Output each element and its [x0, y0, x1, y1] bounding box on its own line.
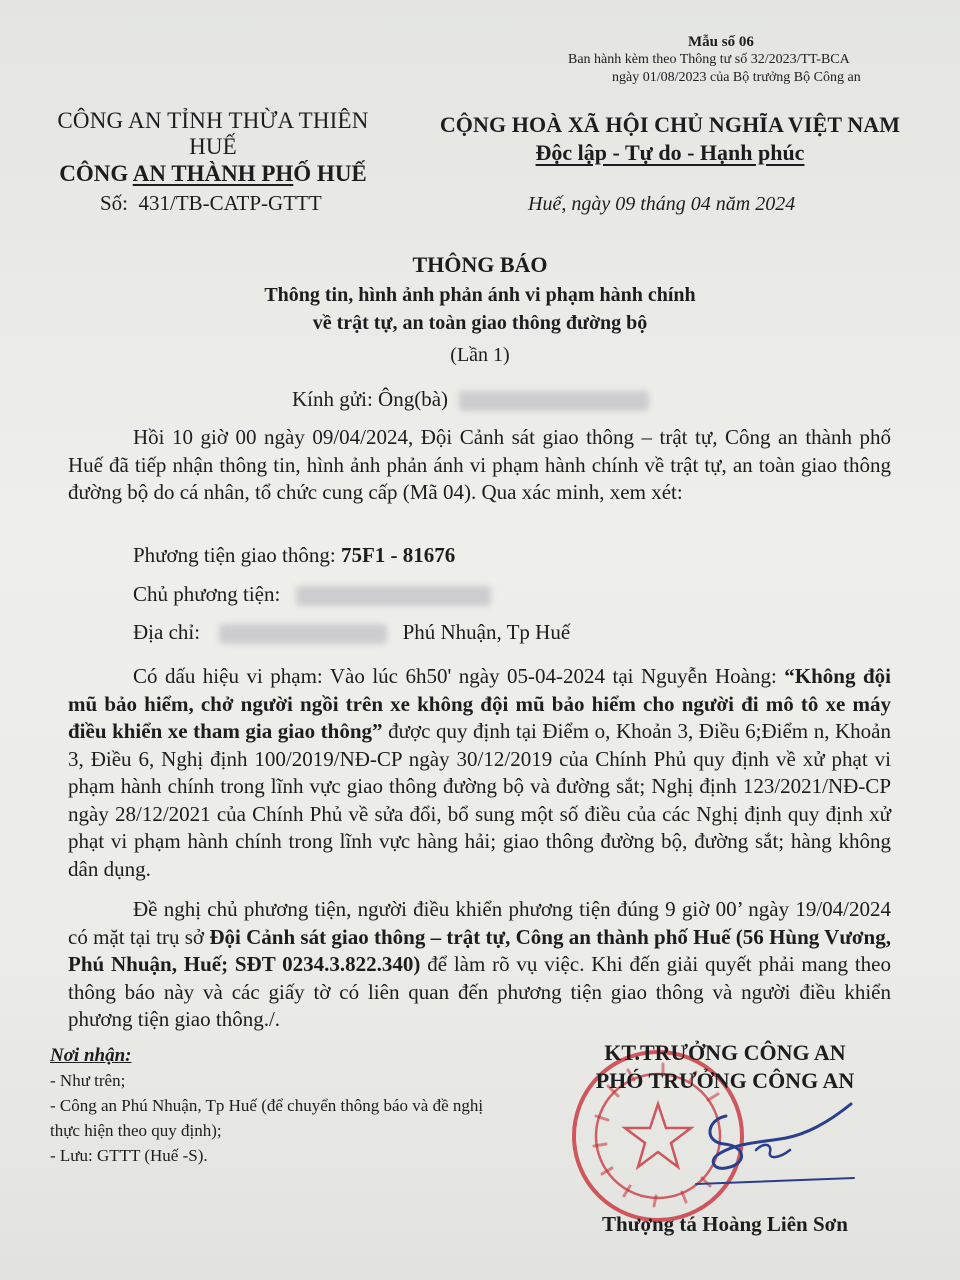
request-location: Đội Cảnh sát giao thông – trật tự, Công an thành phố Huế (56 Hùng Vương, Phú Nhuận, Huế; SĐT 0234.3.822.340) — [68, 924, 891, 976]
document-title: THÔNG BÁO — [412, 252, 548, 277]
request-intro: Đề nghị chủ phương tiện, người điều khiển phương tiện đúng 9 giờ 00’ ngày 19/04/2024 có mặt tại trụ sở — [68, 897, 891, 949]
vehicle-label: Phương tiện giao thông: — [133, 543, 341, 567]
request-instructions: để làm rõ vụ việc. Khi đến giải quyết phải mang theo thông báo này và các giấy tờ có liên quan đến phương tiện giao thông và người điều khiển phương tiện giao thông./. — [68, 952, 892, 1031]
issuing-unit-part1: CÔNG — [59, 161, 133, 186]
attempt-number: (Lần 1) — [450, 344, 510, 366]
issuing-unit — [32, 161, 394, 187]
owner-label: Chủ phương tiện: — [133, 582, 281, 606]
national-motto-text: Độc lập - Tự do - Hạnh phúc — [535, 140, 805, 165]
document-number — [100, 191, 322, 216]
signature-block — [560, 1040, 890, 1094]
address-visible: Phú Nhuận, Tp Huế — [402, 620, 571, 644]
recipient-line — [292, 387, 649, 412]
paragraph-violation — [68, 663, 891, 883]
violation-description: “Không đội mũ bảo hiểm, chở người ngồi trên xe không đội mũ bảo hiểm cho người đi mô tô xe máy điều khiển xe tham gia giao thông” — [68, 664, 891, 743]
national-motto — [430, 140, 910, 166]
recipients-block — [50, 1043, 510, 1168]
recipients-title: Nơi nhận: — [50, 1045, 132, 1066]
address-row — [133, 620, 570, 645]
violation-intro: Có dấu hiệu vi phạm: Vào lúc 6h50' ngày 05-04-2024 tại Nguyễn Hoàng: — [133, 664, 785, 688]
title-block — [0, 252, 960, 367]
document-number-value: 431/TB-CATP-GTTT — [138, 191, 322, 215]
paragraph-request — [68, 896, 891, 1034]
national-header — [430, 112, 910, 166]
recipient-label: Kính gửi: Ông(bà) — [292, 387, 449, 411]
nation-name: CỘNG HOÀ XÃ HỘI CHỦ NGHĨA VIỆT NAM — [439, 112, 901, 137]
redacted-recipient-name — [459, 391, 649, 411]
signer-name: Thượng tá Hoàng Liên Sơn — [602, 1212, 848, 1236]
signature-title-2: PHÓ TRƯỞNG CÔNG AN — [595, 1068, 855, 1093]
handwritten-signature-icon — [686, 1098, 856, 1188]
recipient-item: - Như trên; — [50, 1071, 126, 1090]
redacted-owner-name — [296, 586, 491, 606]
place-and-date: Huế, ngày 09 tháng 04 năm 2024 — [528, 193, 796, 215]
signature-title-1: KT.TRƯỞNG CÔNG AN — [604, 1040, 846, 1065]
paragraph-intro: Hồi 10 giờ 00 ngày 09/04/2024, Đội Cảnh sát giao thông – trật tự, Công an thành phố Huế đã tiếp nhận thông tin, hình ảnh phản ánh vi phạm hành chính về trật tự, an toàn giao thông đường bộ do cá nhân, tổ chức cung cấp (Mã 04). Qua xác minh, xem xét: — [68, 425, 891, 504]
agency-header — [32, 108, 394, 187]
redacted-address — [219, 624, 387, 644]
address-label: Địa chỉ: — [133, 620, 201, 644]
document-subtitle-2: về trật tự, an toàn giao thông đường bộ — [312, 312, 648, 334]
issued-by-line2: ngày 01/08/2023 của Bộ trưởng Bộ Công an — [612, 70, 861, 85]
document-number-label: Số: — [100, 191, 129, 215]
owner-row — [133, 582, 491, 607]
parent-agency: CÔNG AN TỈNH THỪA THIÊN HUẾ — [57, 108, 369, 159]
recipient-item: - Công an Phú Nhuận, Tp Huế (để chuyển thông báo và đề nghị thực hiện theo quy định); — [50, 1096, 484, 1140]
document-subtitle-1: Thông tin, hình ảnh phản ánh vi phạm hành chính — [264, 284, 696, 306]
violation-legal-basis: được quy định tại Điểm o, Khoản 3, Điều 6;Điểm n, Khoản 3, Điều 6, Nghị định 100/2019/NĐ-CP ngày 30/12/2019 của Chính Phủ quy định về xử phạt vi phạm hành chính trong lĩnh vực giao thông đường bộ và đường sắt; Nghị định 123/2021/NĐ-CP ngày 28/12/2021 của Chính Phủ về sửa đổi, bổ sung một số điều của các Nghị định quy định xử phạt vi phạm hành chính trong lĩnh vực hàng hải; giao thông đường bộ, đường sắt; hàng không dân dụng. — [68, 719, 891, 881]
vehicle-row — [133, 543, 455, 568]
recipient-item: - Lưu: GTTT (Huế -S). — [50, 1146, 208, 1165]
issuing-unit-part2: AN THÀNH PH — [132, 161, 294, 186]
issued-by-line1: Ban hành kèm theo Thông tư số 32/2023/TT-BCA — [568, 52, 850, 67]
issuing-unit-part3: Ố HUẾ — [293, 161, 367, 186]
vehicle-plate: 75F1 - 81676 — [340, 543, 456, 567]
form-number: Mẫu số 06 — [688, 34, 754, 50]
